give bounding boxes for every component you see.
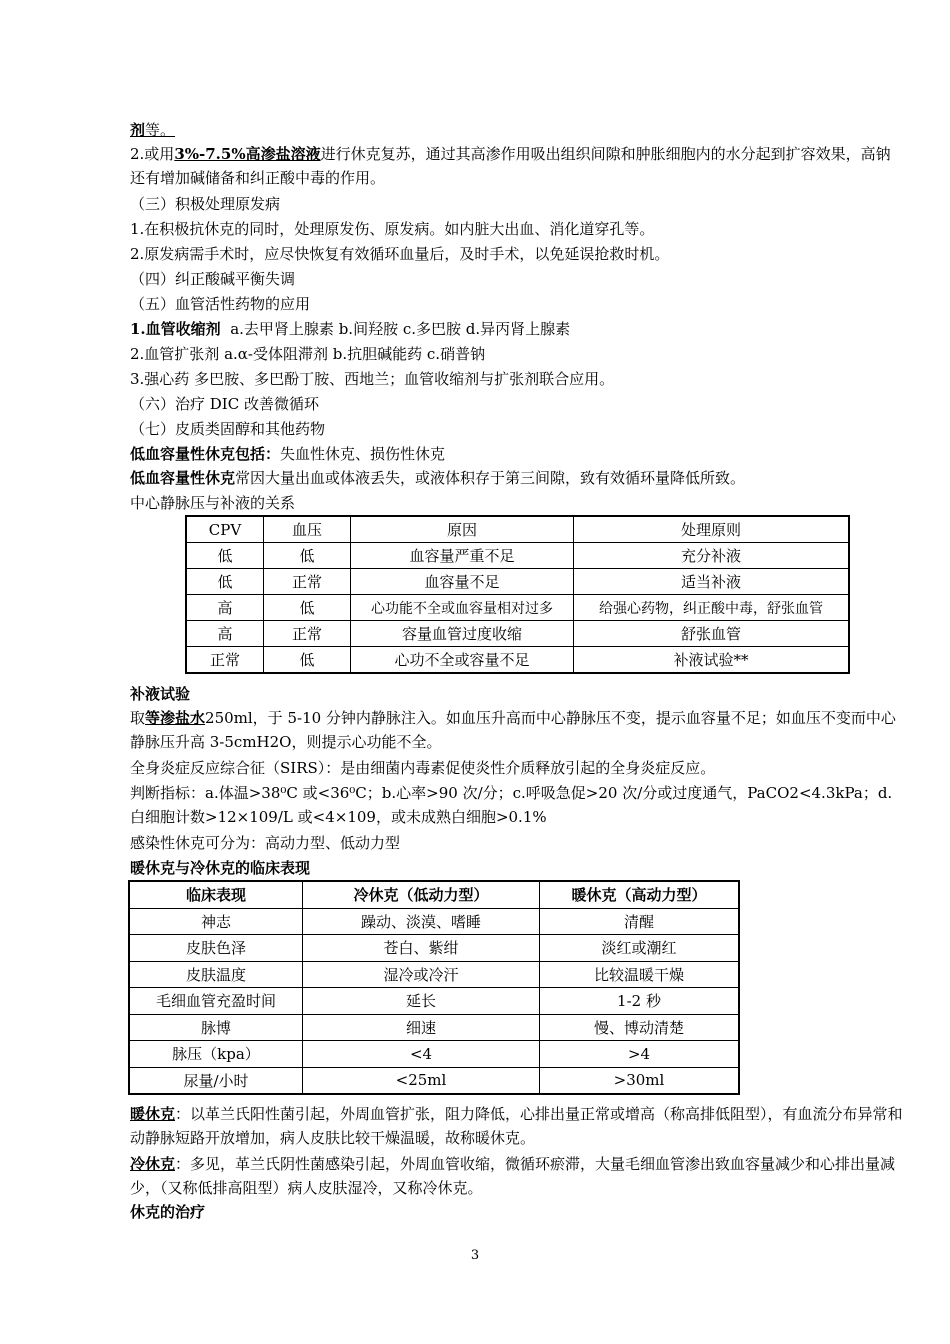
table-cell: 脉博 xyxy=(129,1014,303,1041)
table-cell: 正常 xyxy=(264,569,351,595)
table-cell: 延长 xyxy=(303,988,540,1015)
table-cell: 皮肤色泽 xyxy=(129,935,303,962)
table-cell: 血容量严重不足 xyxy=(351,543,574,569)
table-cell: 淡红或潮红 xyxy=(540,935,740,962)
table-cell: 高 xyxy=(186,595,264,621)
table-cell: 正常 xyxy=(264,621,351,647)
table-cell: 低 xyxy=(264,647,351,674)
table-row xyxy=(186,543,849,569)
text-line: 1.在积极抗休克的同时，处理原发伤、原发病。如内脏大出血、消化道穿孔等。 xyxy=(130,220,655,238)
cvp-table xyxy=(185,515,850,674)
table-row xyxy=(186,647,849,674)
table-cell: 容量血管过度收缩 xyxy=(351,621,574,647)
table-cell: <25ml xyxy=(303,1067,540,1094)
table-cell: 神志 xyxy=(129,908,303,935)
table-header-cell: CPV xyxy=(186,516,264,543)
paragraph: 取等渗盐水250ml，于 5-10 分钟内静脉注入。如血压升高而中心静脉压不变，提示血容量不足；如血压不变而中心静脉压升高 3-5cmH2O，则提示心功能不全。 xyxy=(130,709,896,751)
paragraph: 冷休克：多见，革兰氏阴性菌感染引起，外周血管收缩，微循环瘀滞，大量毛细血管渗出致血容量减少和心排出量减少，（又称低排高阻型）病人皮肤湿冷，又称冷休克。 xyxy=(130,1155,896,1197)
section-heading: 休克的治疗 xyxy=(130,1203,206,1221)
table-cell: 毛细血管充盈时间 xyxy=(129,988,303,1015)
text-line: 感染性休克可分为：高动力型、低动力型 xyxy=(130,834,401,852)
table-header-cell: 暖休克（高动力型） xyxy=(540,881,740,908)
text-line: 2.血管扩张剂 a.α-受体阻滞剂 b.抗胆碱能药 c.硝普钠 xyxy=(130,345,486,363)
text-line: 1.血管收缩剂 a.去甲肾上腺素 b.间羟胺 c.多巴胺 d.异丙肾上腺素 xyxy=(130,320,571,338)
table-row xyxy=(129,988,739,1015)
table-row xyxy=(129,1041,739,1068)
table-cell: 脉压（kpa） xyxy=(129,1041,303,1068)
section-heading: （四）纠正酸碱平衡失调 xyxy=(130,270,296,288)
text-line: 低血容量性休克包括：失血性休克、损伤性休克 xyxy=(130,445,446,463)
table-row xyxy=(186,621,849,647)
table-cell: <4 xyxy=(303,1041,540,1068)
table-cell: 比较温暖干燥 xyxy=(540,961,740,988)
table-cell: 细速 xyxy=(303,1014,540,1041)
table-cell: 湿冷或冷汗 xyxy=(303,961,540,988)
table-cell: 正常 xyxy=(186,647,264,674)
table-cell: 慢、博动清楚 xyxy=(540,1014,740,1041)
table-cell: 心功能不全或血容量相对过多 xyxy=(351,595,574,621)
table-cell: 血容量不足 xyxy=(351,569,574,595)
table-cell: 苍白、紫绀 xyxy=(303,935,540,962)
table-cell: 高 xyxy=(186,621,264,647)
table-header-cell: 冷休克（低动力型） xyxy=(303,881,540,908)
table-header-cell: 临床表现 xyxy=(129,881,303,908)
section-heading: （六）治疗 DIC 改善微循环 xyxy=(130,395,319,413)
table-cell: 舒张血管 xyxy=(574,621,850,647)
table-caption: 中心静脉压与补液的关系 xyxy=(130,494,296,512)
text-line: 全身炎症反应综合征（SIRS）：是由细菌内毒素促使炎性介质释放引起的全身炎症反应。 xyxy=(130,759,716,777)
section-heading: （三）积极处理原发病 xyxy=(130,195,281,213)
table-cell: 躁动、淡漠、嗜睡 xyxy=(303,908,540,935)
text-line: 2.原发病需手术时，应尽快恢复有效循环血量后，及时手术，以免延误抢救时机。 xyxy=(130,245,670,263)
table-cell: 补液试验** xyxy=(574,647,850,674)
table-cell: 低 xyxy=(264,543,351,569)
table-header-cell: 血压 xyxy=(264,516,351,543)
table-header-row xyxy=(186,516,849,543)
text-line: 剂等。 xyxy=(130,121,176,139)
paragraph: 判断指标：a.体温>38⁰C 或<36⁰C；b.心率>90 次/分；c.呼吸急促>20 次/分或过度通气，PaCO2<4.3kPa；d.白细胞计数>12×109/L 或<4×109，或未成熟白细胞>0.1% xyxy=(130,784,893,826)
page-number: 3 xyxy=(470,1248,480,1263)
table-cell: 低 xyxy=(264,595,351,621)
table-row xyxy=(129,1067,739,1094)
text-line: 3.强心药 多巴胺、多巴酚丁胺、西地兰；血管收缩剂与扩张剂联合应用。 xyxy=(130,370,615,388)
table-row xyxy=(129,935,739,962)
paragraph: 2.或用3%-7.5%高渗盐溶液进行休克复苏，通过其高渗作用吸出组织间隙和肿胀细胞内的水分起到扩容效果，高钠还有增加碱储备和纠正酸中毒的作用。 xyxy=(130,145,891,187)
table-cell: 适当补液 xyxy=(574,569,850,595)
table-row xyxy=(129,908,739,935)
table-row xyxy=(186,569,849,595)
table-row xyxy=(186,595,849,621)
shock-comparison-table xyxy=(128,880,740,1095)
table-cell: 给强心药物，纠正酸中毒，舒张血管 xyxy=(574,595,850,621)
table-row xyxy=(129,1014,739,1041)
table-header-row xyxy=(129,881,739,908)
table-cell: 低 xyxy=(186,569,264,595)
table-header-cell: 处理原则 xyxy=(574,516,850,543)
table-cell: 充分补液 xyxy=(574,543,850,569)
section-heading: （五）血管活性药物的应用 xyxy=(130,295,311,313)
table-cell: 清醒 xyxy=(540,908,740,935)
table-cell: 1-2 秒 xyxy=(540,988,740,1015)
table-cell: 心功不全或容量不足 xyxy=(351,647,574,674)
table-row xyxy=(129,961,739,988)
table-cell: >4 xyxy=(540,1041,740,1068)
table-header-cell: 原因 xyxy=(351,516,574,543)
section-heading: （七）皮质类固醇和其他药物 xyxy=(130,420,326,438)
paragraph: 暖休克：以革兰氏阳性菌引起，外周血管扩张，阻力降低，心排出量正常或增高（称高排低阻型），有血流分布异常和动静脉短路开放增加，病人皮肤比较干燥温暖，故称暖休克。 xyxy=(130,1105,903,1147)
section-heading: 补液试验 xyxy=(130,685,191,703)
table-cell: >30ml xyxy=(540,1067,740,1094)
table-caption: 暖休克与冷休克的临床表现 xyxy=(130,859,311,877)
table-cell: 皮肤温度 xyxy=(129,961,303,988)
text-line: 低血容量性休克常因大量出血或体液丢失，或液体积存于第三间隙，致有效循环量降低所致。 xyxy=(130,469,746,487)
table-cell: 低 xyxy=(186,543,264,569)
table-cell: 尿量/小时 xyxy=(129,1067,303,1094)
